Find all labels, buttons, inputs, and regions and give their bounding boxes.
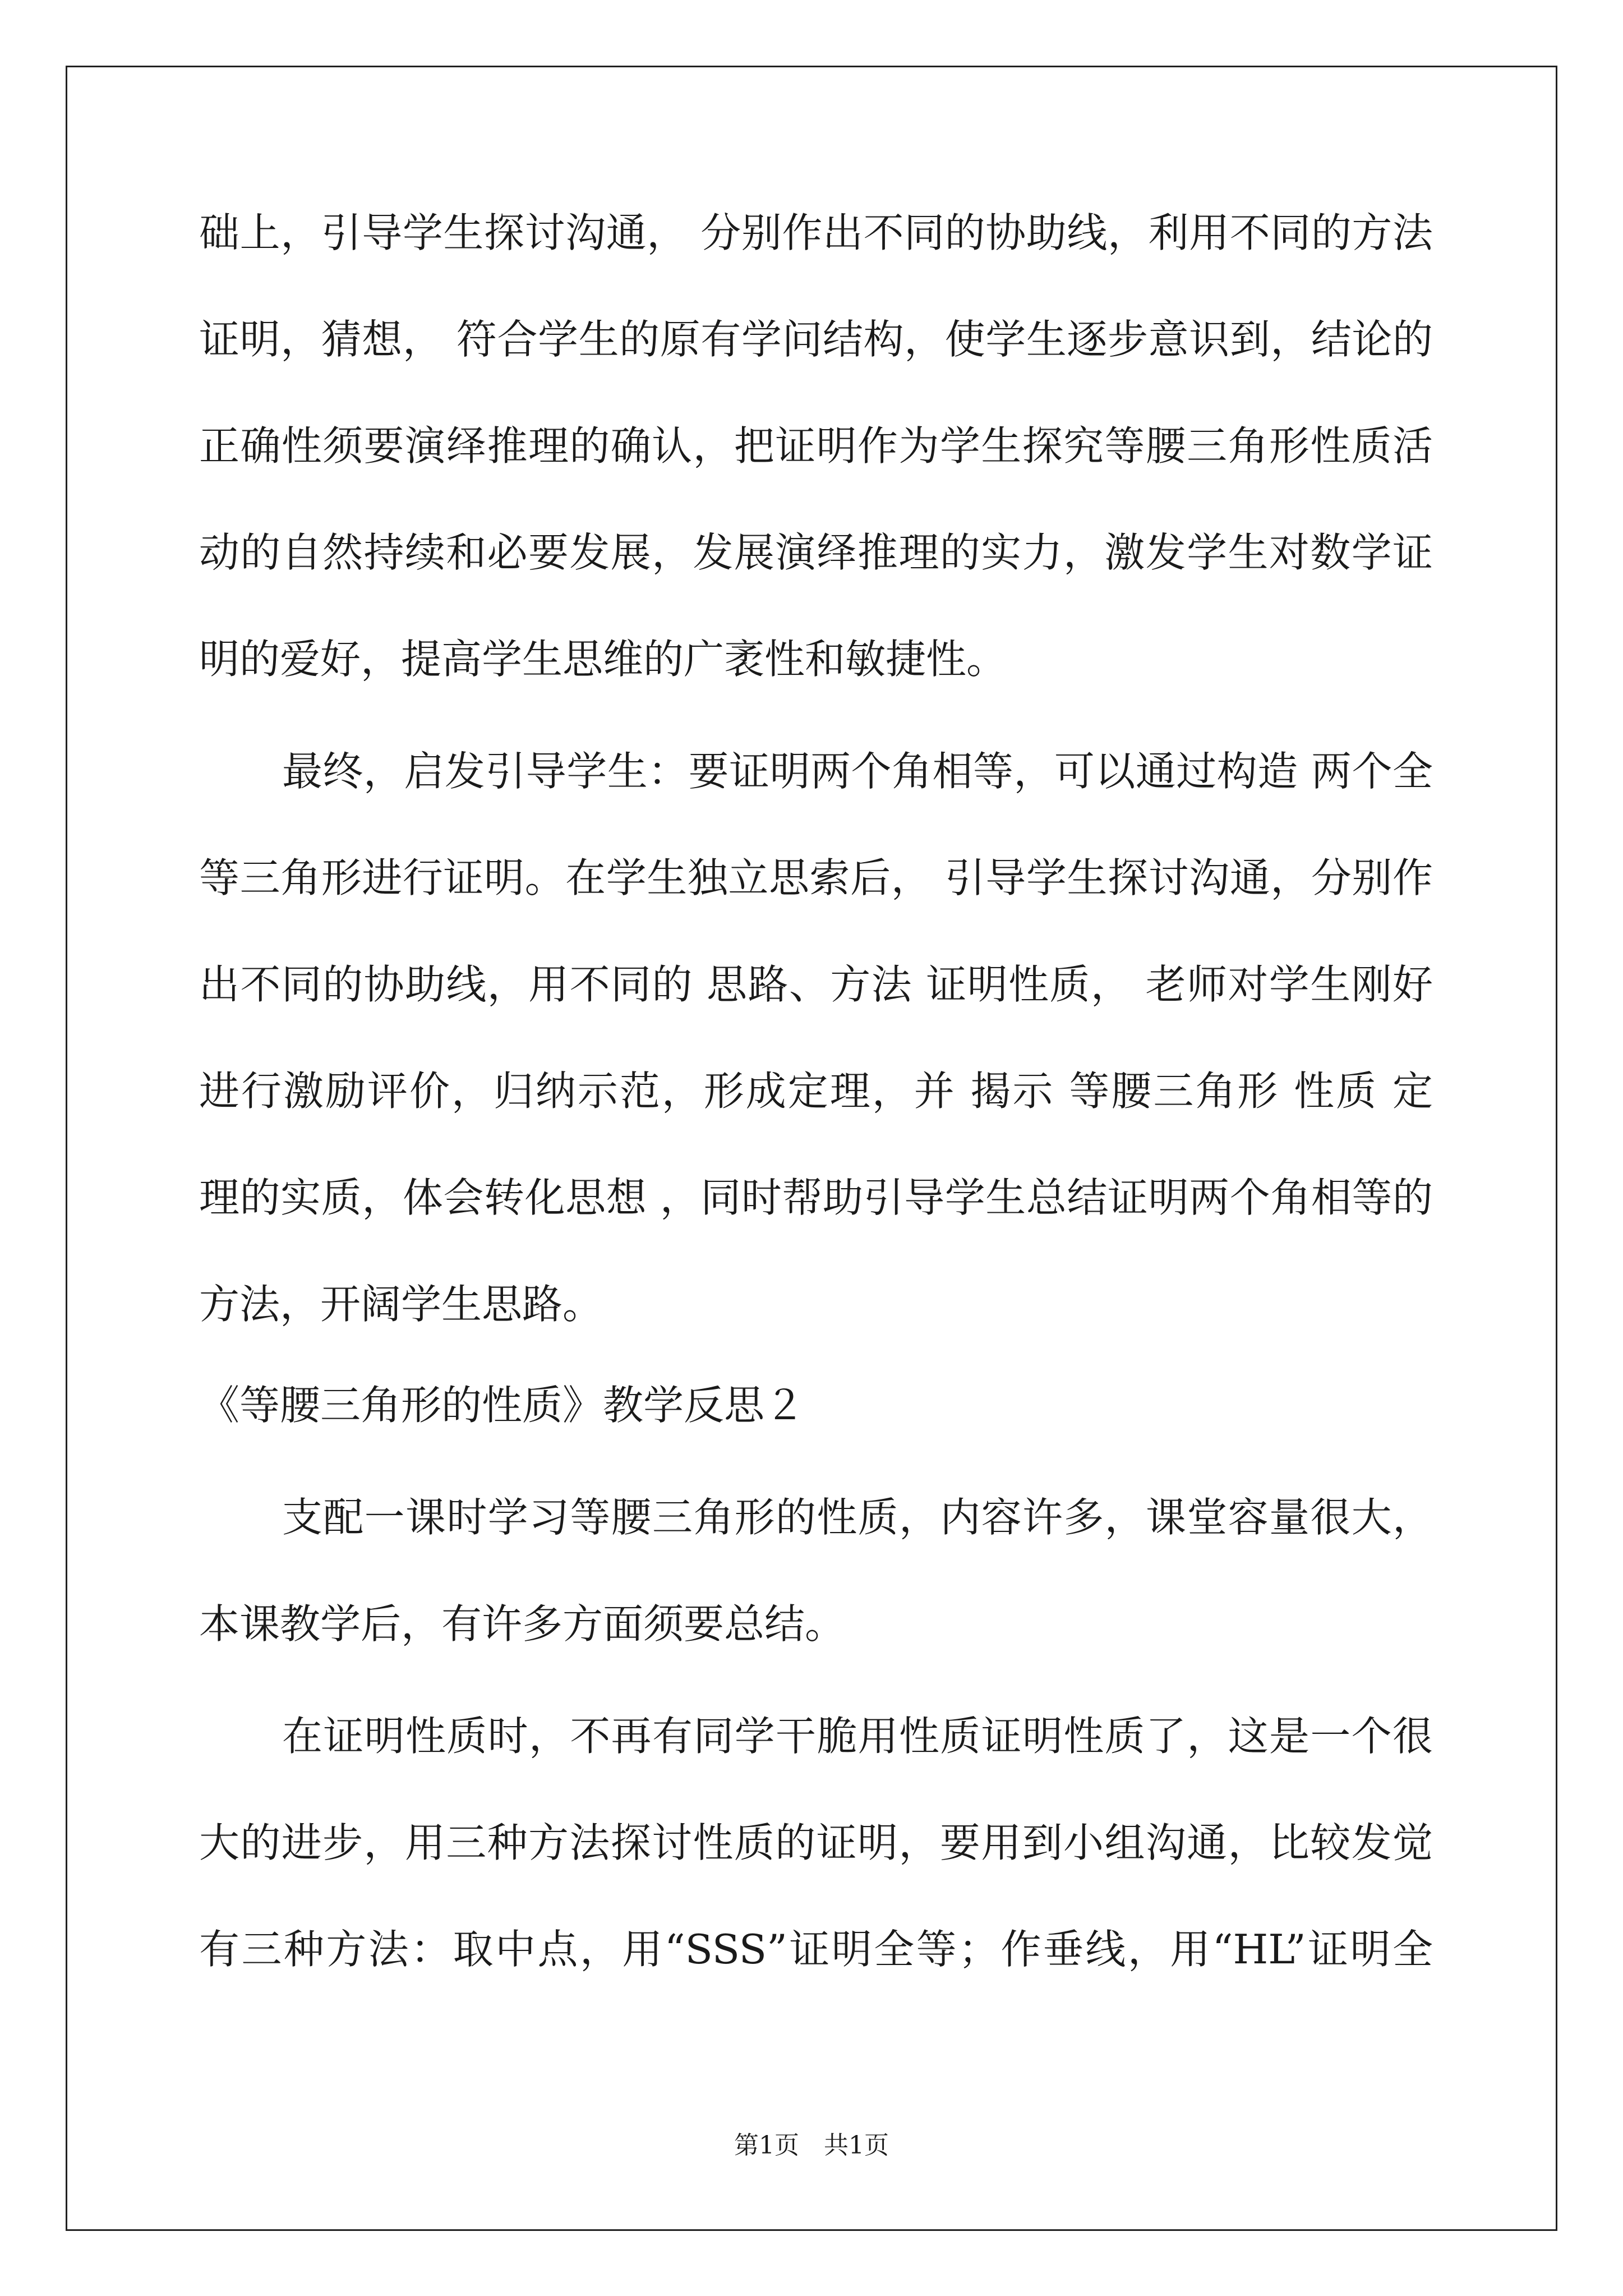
paragraph-1-line-3: 正确性须要演绎推理的确认，把证明作为学生探究等腰三角形性质活 [199, 422, 1433, 470]
paragraph-1-line-5: 明的爱好，提高学生思维的广袤性和敏捷性。 [199, 636, 1007, 683]
section-heading: 《等腰三角形的性质》教学反思２ [199, 1382, 805, 1429]
paragraph-3-line-1: 支配一课时学习等腰三角形的性质，内容许多，课堂容量很大， [282, 1494, 1433, 1541]
page-border [66, 66, 1557, 2231]
paragraph-4-line-2: 大的进步，用三种方法探讨性质的证明，要用到小组沟通，比较发觉 [199, 1819, 1433, 1866]
paragraph-1-line-4: 动的自然持续和必要发展，发展演绎推理的实力，激发学生对数学证 [199, 529, 1433, 576]
paragraph-3-line-2: 本课教学后，有许多方面须要总结。 [199, 1600, 846, 1648]
paragraph-2-line-5: 理的实质，体会转化思想 ，同时帮助引导学生总结证明两个角相等的 [199, 1174, 1433, 1221]
paragraph-1-line-2: 证明，猜想， 符合学生的原有学问结构，使学生逐步意识到，结论的 [199, 316, 1433, 363]
paragraph-2-line-1: 最终，启发引导学生：要证明两个角相等，可以通过构造 两个全 [282, 748, 1433, 795]
paragraph-4-line-1: 在证明性质时，不再有同学干脆用性质证明性质了，这是一个很 [282, 1713, 1433, 1760]
page-number-footer: 第1页 共1页 [734, 2131, 889, 2160]
paragraph-2-line-4: 进行激励评价，归纳示范，形成定理，并 揭示 等腰三角形 性质 定 [199, 1068, 1433, 1115]
paragraph-4-line-3: 有三种方法：取中点，用“SSS”证明全等；作垂线，用“HL”证明全 [199, 1926, 1433, 1973]
paragraph-1-line-1: 础上，引导学生探讨沟通， 分别作出不同的协助线，利用不同的方法 [199, 209, 1433, 256]
paragraph-2-line-6: 方法，开阔学生思路。 [199, 1281, 603, 1328]
paragraph-2-line-2: 等三角形进行证明。在学生独立思索后， 引导学生探讨沟通，分别作 [199, 854, 1433, 901]
paragraph-2-line-3: 出不同的协助线，用不同的 思路、方法 证明性质， 老师对学生刚好 [199, 961, 1433, 1008]
